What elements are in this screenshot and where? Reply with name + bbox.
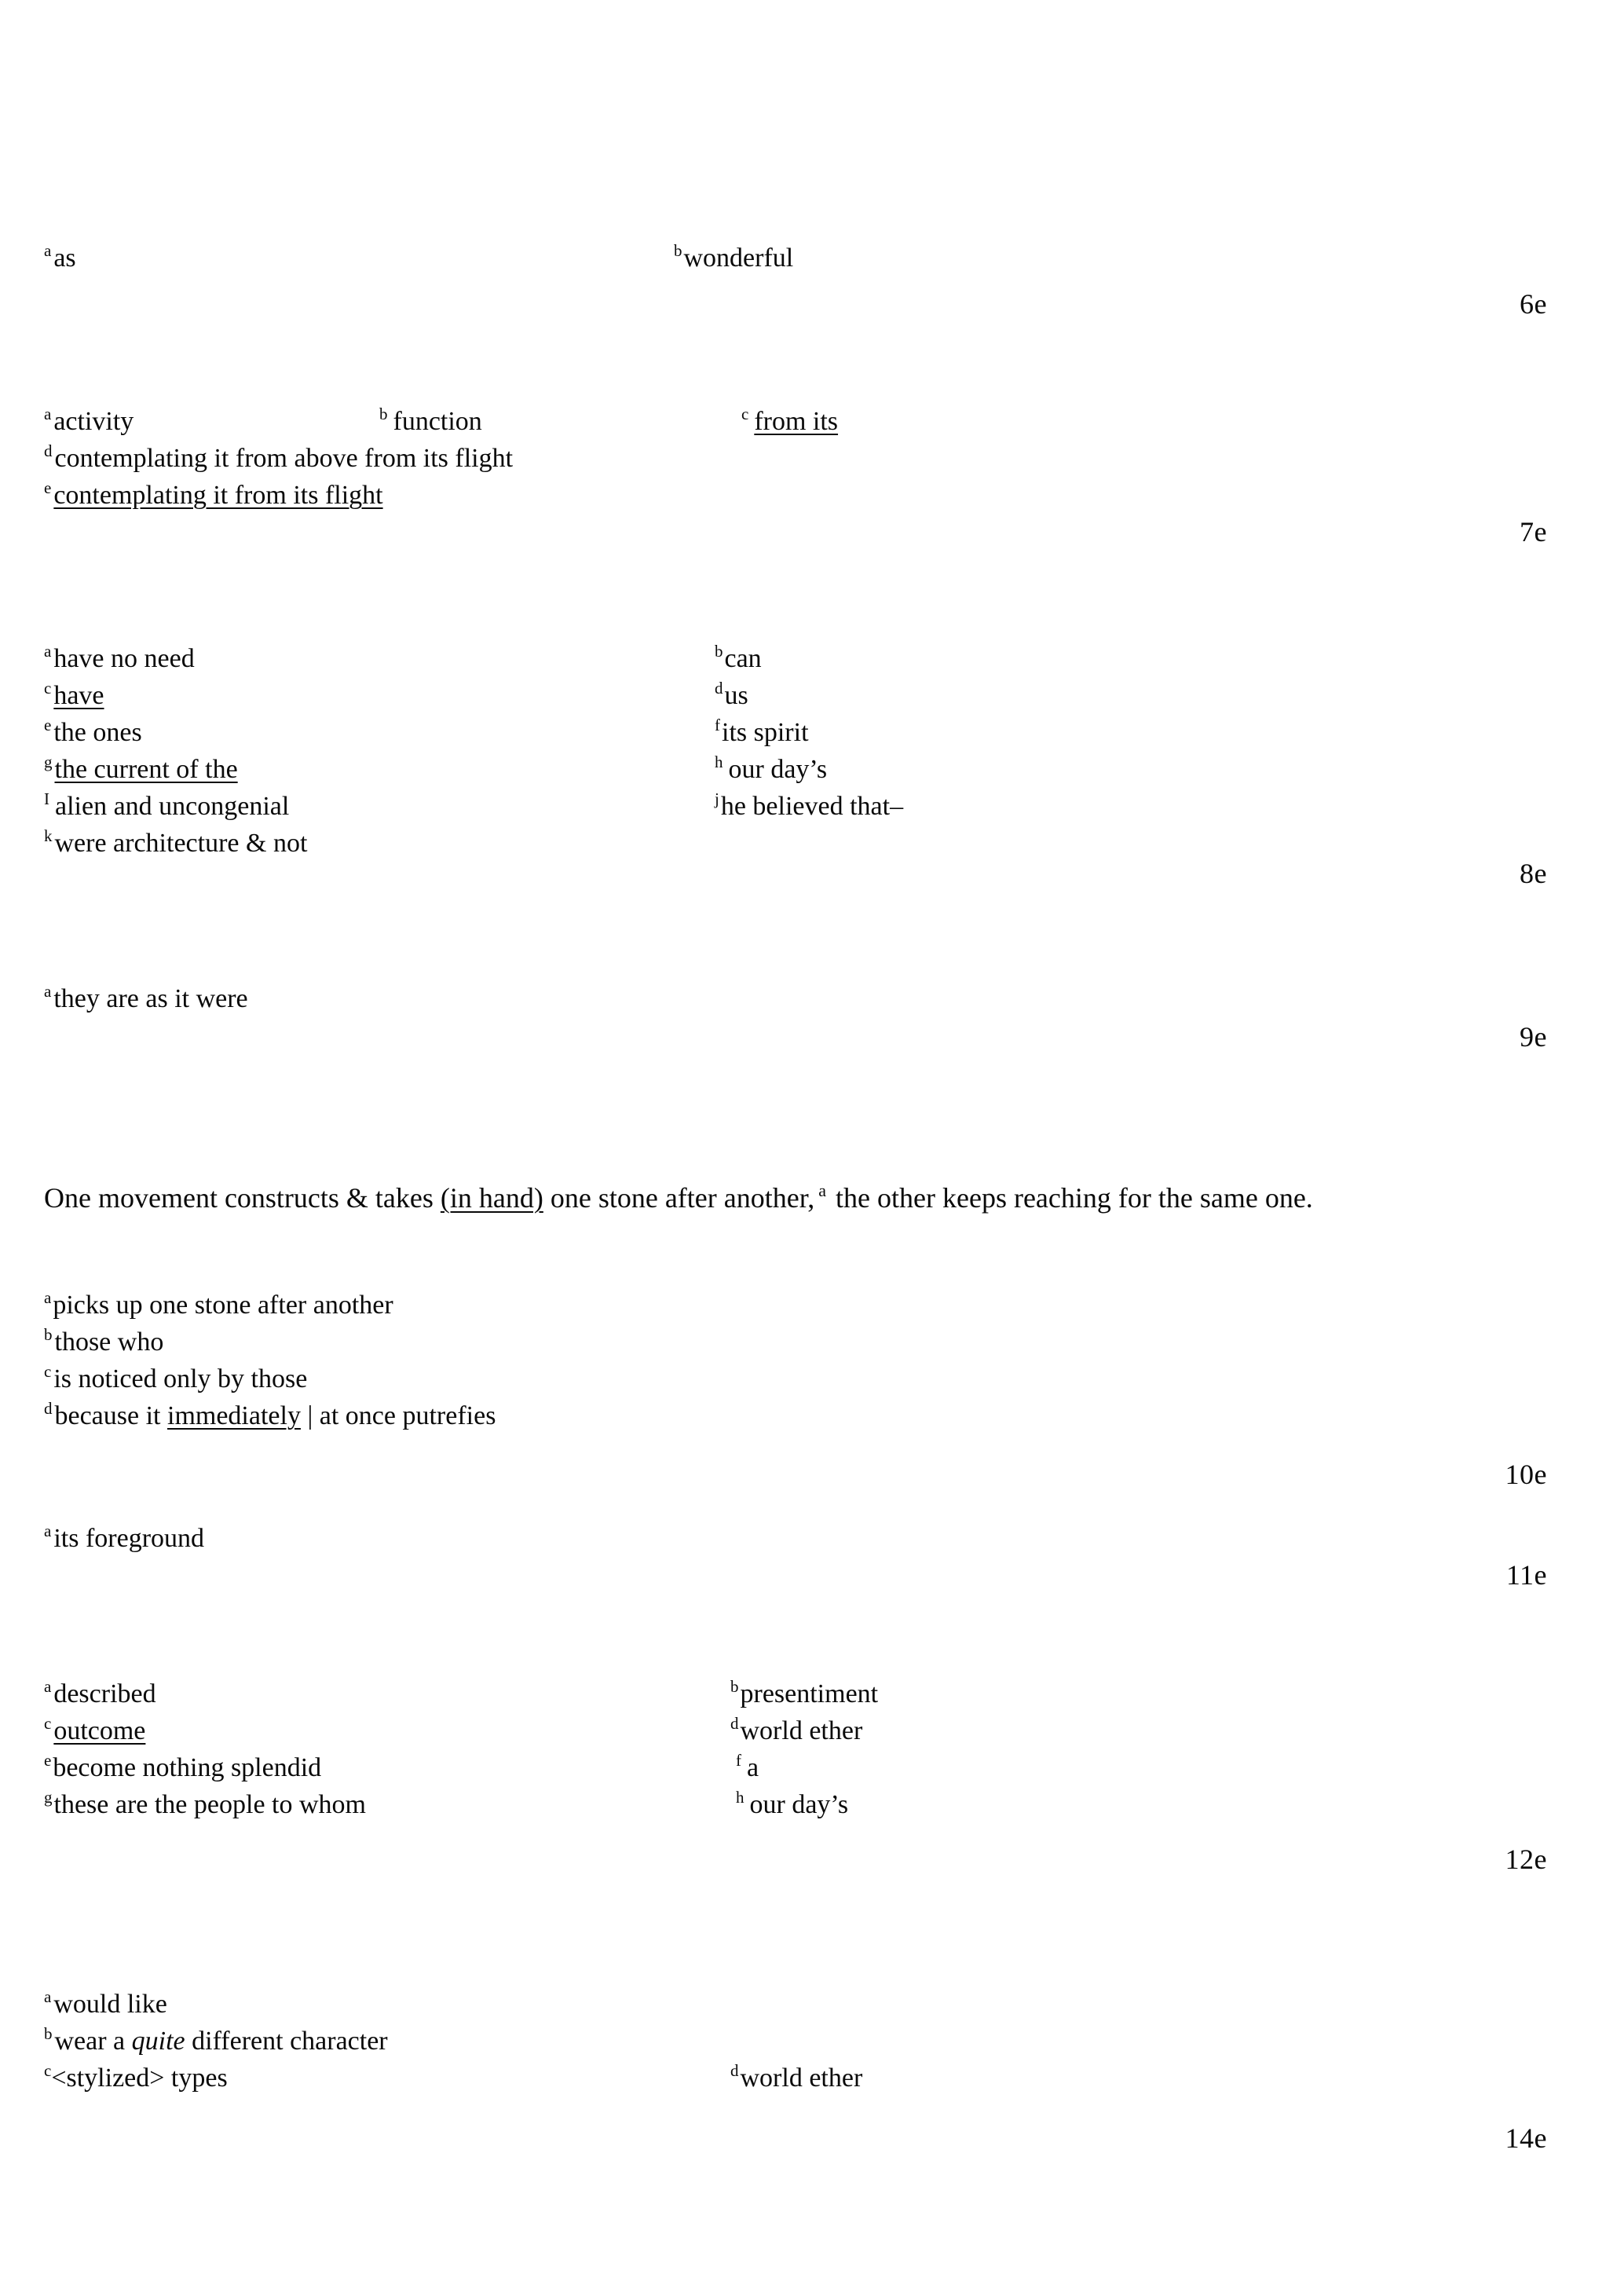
siglum-d: d: [715, 678, 723, 698]
apparatus-entry-7e-b: [379, 403, 482, 440]
apparatus-entry-12e-h: [736, 1786, 848, 1823]
siglum-d: d: [730, 2060, 739, 2080]
entry-text: have no need: [53, 644, 195, 673]
entry-text: our day’s: [728, 755, 828, 784]
apparatus-entry-14e-d: [730, 2060, 862, 2096]
apparatus-entry-10e-b: [44, 1324, 163, 1360]
siglum-b: b: [674, 240, 682, 260]
siglum-a: a: [44, 981, 52, 1001]
entry-text: alien and uncongenial: [55, 792, 290, 821]
apparatus-line: [0, 2023, 1606, 2060]
siglum-c: c: [44, 1361, 52, 1381]
entry-text: can: [724, 644, 762, 673]
siglum-d: d: [44, 441, 53, 460]
apparatus-entry-12e-f: [736, 1749, 759, 1786]
apparatus-entry-8e-j: [715, 788, 903, 825]
entry-text-underlined: immediately: [167, 1401, 301, 1430]
apparatus-entry-8e-k: [44, 825, 307, 862]
entry-text-post: different character: [185, 2027, 388, 2056]
apparatus-line: [0, 477, 1606, 514]
apparatus-entry-10e-a: [44, 1287, 393, 1324]
siglum-i: I: [44, 789, 49, 808]
entry-text: activity: [53, 407, 134, 436]
entry-text-underlined: contemplating it from its flight: [53, 481, 383, 510]
siglum-b: b: [715, 641, 723, 661]
line-number-9e: 9e: [1520, 1021, 1547, 1053]
entry-text: he believed that–: [720, 792, 904, 821]
entry-text: a: [747, 1753, 759, 1782]
entry-text: as: [53, 244, 76, 273]
apparatus-line: [0, 1749, 1606, 1786]
paragraph-in-hand-underlined: (in hand): [440, 1182, 543, 1214]
entry-text: these are the people to whom: [53, 1790, 366, 1819]
entry-text: would like: [53, 1990, 167, 2019]
apparatus-entry-11e-a: [44, 1520, 204, 1557]
apparatus-block-12e: [0, 1675, 1606, 1823]
entry-text-post: | at once putrefies: [300, 1401, 496, 1430]
entry-text: world ether: [740, 1716, 863, 1745]
siglum-c: c: [44, 678, 52, 698]
siglum-c: c: [44, 1713, 52, 1733]
apparatus-entry-8e-a: [44, 640, 195, 677]
apparatus-line: [0, 1786, 1606, 1823]
entry-text: our day’s: [749, 1790, 849, 1819]
apparatus-entry-6e-b: [674, 240, 793, 276]
entry-text: us: [724, 681, 748, 710]
apparatus-line: [0, 1712, 1606, 1749]
apparatus-line: [0, 825, 1606, 862]
siglum-a: a: [44, 1521, 52, 1540]
apparatus-entry-12e-g: [44, 1786, 366, 1823]
entry-text: described: [53, 1679, 156, 1708]
entry-text: become nothing splendid: [53, 1753, 322, 1782]
entry-text: those who: [54, 1327, 164, 1357]
apparatus-line: [0, 980, 1606, 1017]
apparatus-entry-10e-c: [44, 1360, 307, 1397]
apparatus-line: [0, 1324, 1606, 1360]
entry-text: presentiment: [740, 1679, 879, 1708]
entry-text: they are as it were: [53, 984, 248, 1013]
siglum-c: c: [44, 2060, 52, 2080]
entry-text: picks up one stone after another: [53, 1291, 393, 1320]
apparatus-entry-8e-h: [715, 751, 827, 788]
line-number-6e: 6e: [1520, 288, 1547, 320]
apparatus-line: [0, 640, 1606, 677]
siglum-b: b: [730, 1676, 739, 1696]
siglum-f: f: [736, 1750, 741, 1770]
entry-text-pre: because it: [54, 1401, 167, 1430]
siglum-d: d: [730, 1713, 739, 1733]
entry-text: <stylized> types: [51, 2063, 228, 2093]
apparatus-entry-8e-b: [715, 640, 762, 677]
apparatus-entry-9e-a: [44, 980, 248, 1017]
siglum-h: h: [736, 1787, 744, 1807]
apparatus-line: [0, 240, 1606, 276]
apparatus-block-9e: [0, 980, 1606, 1017]
apparatus-line: [0, 1986, 1606, 2023]
entry-text-pre: wear a: [54, 2027, 132, 2056]
entry-text-underlined: from its: [754, 407, 839, 436]
apparatus-line: [0, 2060, 1606, 2096]
apparatus-entry-14e-b: [44, 2023, 388, 2060]
apparatus-entry-8e-c: [44, 677, 104, 714]
entry-text: contemplating it from above from its flight: [54, 444, 514, 473]
apparatus-block-11e: [0, 1520, 1606, 1557]
entry-text: world ether: [740, 2063, 863, 2093]
apparatus-entry-12e-b: [730, 1675, 878, 1712]
apparatus-entry-8e-i: [44, 788, 289, 825]
apparatus-entry-10e-d: [44, 1397, 496, 1434]
siglum-a: a: [44, 1287, 52, 1307]
siglum-d: d: [44, 1398, 53, 1418]
apparatus-line: [0, 714, 1606, 751]
apparatus-line: [0, 1360, 1606, 1397]
siglum-b: b: [44, 1324, 53, 1344]
entry-text-underlined: have: [53, 681, 104, 710]
apparatus-block-7e: [0, 403, 1606, 514]
apparatus-entry-8e-f: [715, 714, 809, 751]
apparatus-entry-7e-e: [44, 477, 383, 514]
line-number-10e: 10e: [1505, 1459, 1547, 1490]
entry-text: were architecture & not: [54, 829, 308, 858]
apparatus-line: [0, 751, 1606, 788]
siglum-e: e: [44, 1750, 52, 1770]
siglum-b: b: [379, 404, 388, 423]
apparatus-entry-12e-a: [44, 1675, 156, 1712]
apparatus-entry-7e-c: [741, 403, 838, 440]
siglum-e: e: [44, 715, 52, 734]
entry-text-underlined: the current of the: [54, 755, 238, 784]
apparatus-block-8e: [0, 640, 1606, 862]
line-number-12e: 12e: [1505, 1844, 1547, 1875]
entry-text: the ones: [53, 718, 142, 747]
siglum-f: f: [715, 715, 720, 734]
line-number-7e: 7e: [1520, 516, 1547, 547]
line-number-8e: 8e: [1520, 858, 1547, 889]
apparatus-entry-8e-e: [44, 714, 142, 751]
entry-text: is noticed only by those: [53, 1364, 308, 1393]
apparatus-line: [0, 403, 1606, 440]
apparatus-line: [0, 677, 1606, 714]
entry-text: its spirit: [722, 718, 809, 747]
main-paragraph: [44, 1177, 1410, 1219]
siglum-j: j: [715, 789, 719, 808]
apparatus-entry-8e-g: [44, 751, 238, 788]
entry-text-italic: quite: [131, 2027, 185, 2056]
apparatus-line: [0, 1675, 1606, 1712]
apparatus-line: [0, 1520, 1606, 1557]
paragraph-part-1: One movement constructs & takes: [44, 1182, 441, 1214]
siglum-c: c: [741, 404, 749, 423]
siglum-g: g: [44, 752, 53, 771]
apparatus-entry-7e-d: [44, 440, 513, 477]
siglum-a: a: [44, 641, 52, 661]
apparatus-entry-6e-a: [44, 240, 76, 276]
apparatus-entry-7e-a: [44, 403, 134, 440]
entry-text: its foreground: [53, 1524, 205, 1553]
siglum-a: a: [44, 1987, 52, 2006]
siglum-a: a: [44, 240, 52, 260]
apparatus-entry-12e-e: [44, 1749, 321, 1786]
apparatus-entry-12e-c: [44, 1712, 145, 1749]
siglum-h: h: [715, 752, 723, 771]
siglum-b: b: [44, 2023, 53, 2043]
apparatus-entry-14e-c: [44, 2060, 228, 2096]
apparatus-entry-12e-d: [730, 1712, 862, 1749]
siglum-g: g: [44, 1787, 53, 1807]
apparatus-line: [0, 788, 1606, 825]
entry-text-underlined: outcome: [53, 1716, 146, 1745]
siglum-a: a: [44, 1676, 52, 1696]
apparatus-line: [0, 1397, 1606, 1434]
apparatus-block-10e: [0, 1287, 1606, 1434]
apparatus-line: [0, 1287, 1606, 1324]
entry-text: function: [393, 407, 482, 436]
entry-text: wonderful: [683, 244, 794, 273]
apparatus-entry-8e-d: [715, 677, 748, 714]
siglum-a: a: [44, 404, 52, 423]
siglum-e: e: [44, 478, 52, 497]
paragraph-part-2: one stone after another,: [543, 1182, 815, 1214]
line-number-14e: 14e: [1505, 2122, 1547, 2154]
line-number-11e: 11e: [1505, 1559, 1547, 1591]
apparatus-line: [0, 440, 1606, 477]
apparatus-entry-14e-a: [44, 1986, 167, 2023]
apparatus-block-14e: [0, 1986, 1606, 2096]
paragraph-part-3: the other keeps reaching for the same one.: [829, 1182, 1313, 1214]
apparatus-block-6e: [0, 240, 1606, 276]
paragraph-siglum-marker: a: [818, 1181, 827, 1200]
siglum-k: k: [44, 826, 53, 845]
